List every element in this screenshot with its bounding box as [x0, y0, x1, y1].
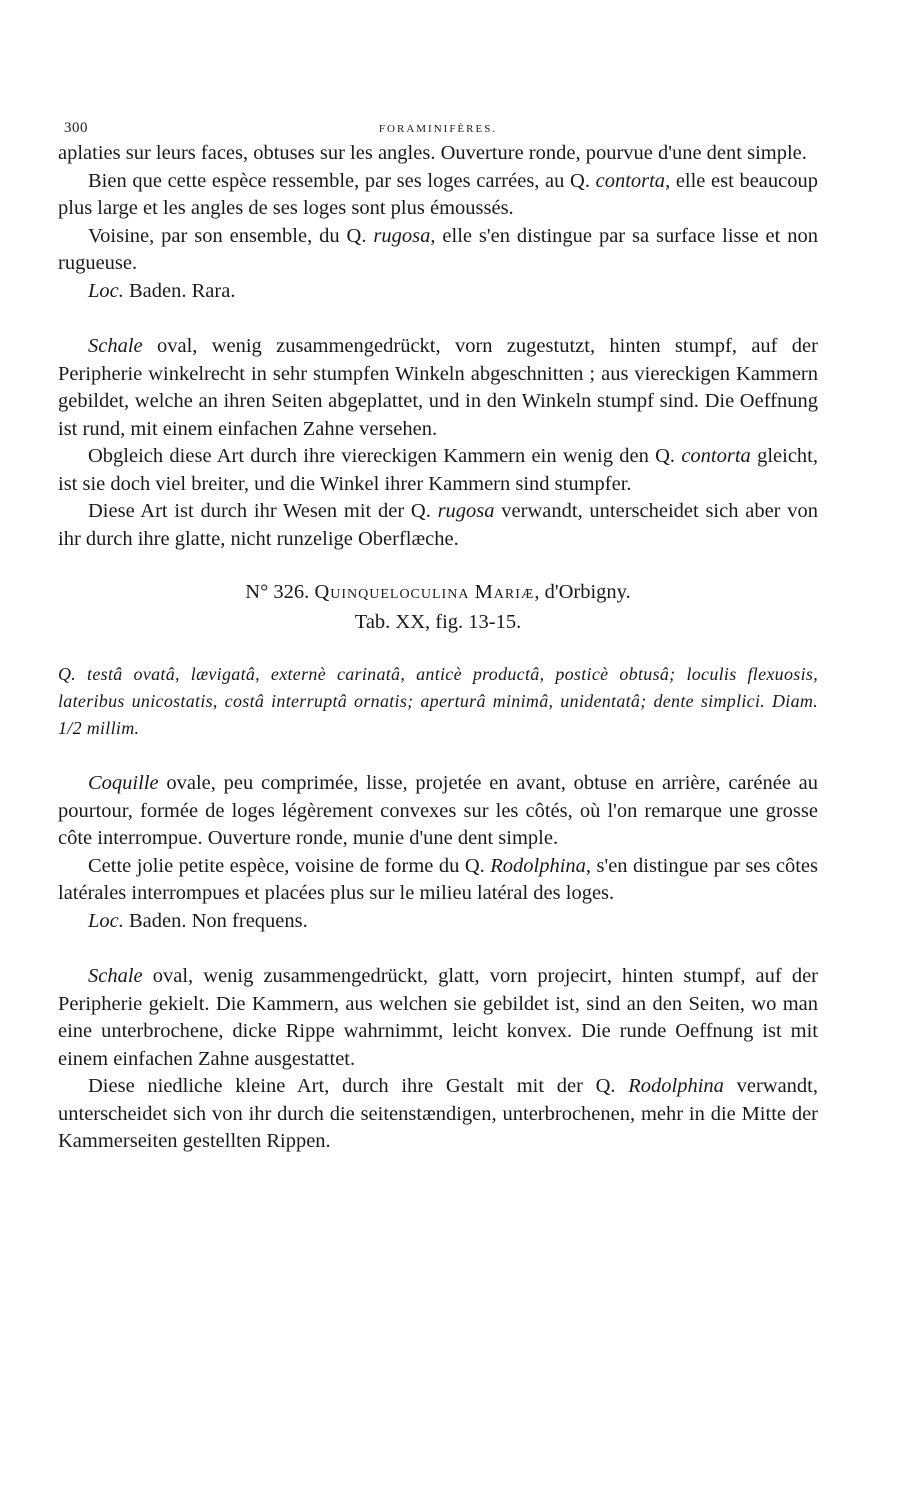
term: Schale	[88, 965, 143, 987]
species-name: rugosa	[437, 500, 495, 522]
species-number: N° 326.	[245, 581, 310, 603]
locality-line: Loc. Baden. Non frequens.	[88, 909, 308, 932]
species-name: contorta	[595, 169, 666, 192]
term: Coquille	[88, 772, 159, 794]
species-epithet: Mariæ	[474, 581, 535, 603]
term: Schale	[88, 335, 143, 357]
german-description	[58, 333, 818, 553]
paragraph: Diese Art ist durch ihr Wesen mit der Q. rugosa verwandt, unterscheidet sich aber von ihr durch ihre glatte, nicht runzelige Oberflæche.	[58, 500, 818, 550]
paragraph: Diese niedliche kleine Art, durch ihre Gestalt mit der Q. Rodolphina verwandt, unterscheidet sich von ihr durch die seitenstændigen, unterbrochenen, mehr in die Mitte der Kammerseiten gestellten Rippen.	[58, 1075, 819, 1152]
paragraph: Voisine, par son ensemble, du Q. rugosa, elle s'en distingue par sa surface lisse et non rugueuse.	[58, 224, 818, 274]
species-name: Rodolphina	[490, 854, 586, 877]
paragraph: Cette jolie petite espèce, voisine de forme du Q. Rodolphina, s'en distingue par ses côtes latérales interrompues et placées plus sur le milieu latéral des loges.	[58, 854, 818, 904]
french-description	[58, 770, 818, 935]
species-name: contorta	[681, 445, 751, 467]
plate-reference: Tab. XX, fig. 13-15.	[354, 611, 522, 633]
species-name: rugosa	[373, 224, 431, 247]
genus-name: Quinqueloculina	[314, 581, 470, 603]
species-name: Rodolphina	[628, 1075, 724, 1097]
paragraph: Schale oval, wenig zusammengedrückt, vorn zugestutzt, hinten stumpf, auf der Peripherie winkelrecht in sehr stumpfen Winkeln abgeschnitten ; aus viereckigen Kammern gebildet, welche an ihren Seiten abgeplattet, und in den Winkeln stumpf sind. Die Oeffnung ist rund, mit einem einfachen Zahne versehen.	[58, 335, 818, 440]
french-description-continued	[58, 140, 818, 305]
running-head	[58, 118, 818, 140]
locality-label: Loc.	[88, 279, 124, 302]
locality-label: Loc.	[88, 909, 124, 932]
latin-diagnosis: Q. testâ ovatâ, lævigatâ, externè carinatâ, anticè productâ, posticè obtusâ; loculis flexuosis, lateribus unicostatis, costâ interruptâ ornatis; aperturâ minimâ, unidentatâ; dente simplici. Diam. 1/2 millim.	[58, 664, 818, 738]
species-title	[58, 577, 818, 607]
german-description-2	[58, 963, 818, 1156]
page	[58, 118, 818, 1156]
paragraph: Obgleich diese Art durch ihre viereckigen Kammern ein wenig den Q. contorta gleicht, ist sie doch viel breiter, und die Winkel ihrer Kammern sind stumpfer.	[58, 445, 818, 495]
paragraph: Coquille ovale, peu comprimée, lisse, projetée en avant, obtuse en arrière, carénée au pourtour, formée de loges légèrement convexes sur les côtés, où l'on remarque une grosse côte interrompue. Ouverture ronde, munie d'une dent simple.	[58, 772, 818, 849]
running-title: FORAMINIFÈRES.	[378, 123, 498, 135]
paragraph: Bien que cette espèce ressemble, par ses loges carrées, au Q. contorta, elle est beaucoup plus large et les angles de ses loges sont plus émoussés.	[58, 169, 818, 219]
paragraph: aplaties sur leurs faces, obtuses sur les angles. Ouverture ronde, pourvue d'une dent simple.	[58, 142, 807, 164]
species-author: , d'Orbigny.	[534, 581, 631, 603]
page-number: 300	[64, 120, 88, 136]
locality-line: Loc. Baden. Rara.	[88, 279, 236, 302]
species-heading	[58, 577, 818, 637]
paragraph: Schale oval, wenig zusammengedrückt, glatt, vorn projecirt, hinten stumpf, auf der Peripherie gekielt. Die Kammern, aus welchen sie gebildet ist, sind an den Seiten, wo man eine unterbrochene, dicke Rippe wahrnimmt, leicht konvex. Die runde Oeffnung ist mit einem einfachen Zahne ausgestattet.	[58, 965, 818, 1070]
